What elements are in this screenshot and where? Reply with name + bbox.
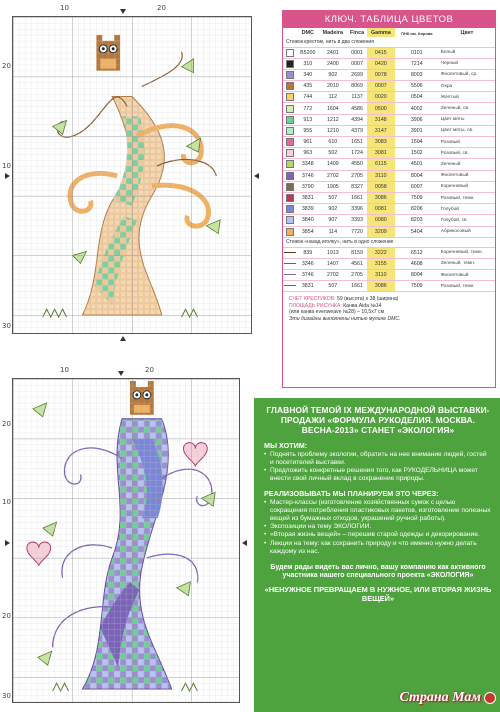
- color-swatch-cell: [283, 137, 297, 148]
- pattern2-top-num: 10: [60, 366, 69, 374]
- gamma-code: 3081: [367, 148, 395, 159]
- finca-code: 2699: [347, 69, 367, 80]
- color-swatch-cell: [283, 81, 297, 92]
- plans-heading: РЕАЛИЗОВЫВАТЬ МЫ ПЛАНИРУЕМ ЭТО ЧЕРЕЗ:: [264, 489, 439, 499]
- gamma-code: 6115: [367, 159, 395, 170]
- plans-item: • Мастер-классы (изготовление хозяйственных сумок с целью сокращения потребления пластиковых пакетов, изготовление полезных вещей из бумажных отходов, украшений ручной работы).: [264, 499, 492, 523]
- gamma-code: 3110: [367, 270, 395, 281]
- color-name: Черный: [439, 58, 495, 69]
- madeira-code: 112: [319, 92, 348, 103]
- color-swatch-icon: [286, 216, 294, 224]
- color-name: Цвет мяты, св.: [439, 125, 495, 136]
- color-name: Абрикосовый: [439, 226, 495, 237]
- color-swatch-cell: [283, 125, 297, 136]
- gamma-code: 0420: [367, 58, 395, 69]
- dmc-code: 310: [297, 58, 319, 69]
- color-name: Фиолетовый, ср.: [439, 69, 495, 80]
- madeira-code: 2010: [319, 81, 348, 92]
- plans-list: [264, 499, 492, 555]
- color-key-row: [283, 47, 495, 58]
- dmc-code: 3840: [297, 215, 319, 226]
- color-name: Зеленый, св.: [439, 103, 495, 114]
- backstitch-row: [283, 258, 495, 269]
- color-swatch-cell: [283, 69, 297, 80]
- gamma-code: 0081: [367, 204, 395, 215]
- backstitch-line-cell: [283, 281, 297, 292]
- gamma-code: 3083: [367, 137, 395, 148]
- pattern1-side-num: 20: [2, 62, 11, 70]
- finca-code: 4394: [347, 114, 367, 125]
- color-key-row: [283, 204, 495, 215]
- pattern2-side-num: 20: [2, 612, 11, 620]
- color-name: Коричневый, темн.: [439, 247, 495, 258]
- color-name: Розовый, темн.: [439, 192, 495, 203]
- madeira-code: 2702: [319, 170, 348, 181]
- pattern2-center-arrow-right: [242, 540, 247, 546]
- pnk-code: 7214: [395, 58, 439, 69]
- color-swatch-icon: [286, 93, 294, 101]
- dmc-code: 3346: [297, 258, 319, 269]
- color-key-row: [283, 148, 495, 159]
- color-key-title: КЛЮЧ. ТАБЛИЦА ЦВЕТОВ: [283, 11, 495, 28]
- dmc-code: 3790: [297, 181, 319, 192]
- color-swatch-cell: [283, 192, 297, 203]
- dmc-code: 955: [297, 125, 319, 136]
- color-swatch-cell: [283, 47, 297, 58]
- pattern1-side-num: 30: [2, 322, 11, 330]
- color-swatch-icon: [286, 138, 294, 146]
- color-name: Голубой: [439, 204, 495, 215]
- dmc-code: 435: [297, 81, 319, 92]
- color-key-row: [283, 215, 495, 226]
- color-name: Зеленый: [439, 159, 495, 170]
- finca-code: 1661: [347, 192, 367, 203]
- backstitch-line-icon: [284, 263, 296, 264]
- color-name: Розовый, темн.: [439, 281, 495, 292]
- finca-code: 4379: [347, 125, 367, 136]
- color-swatch-icon: [286, 194, 294, 202]
- pattern1-top-num: 20: [157, 4, 166, 12]
- pattern2-side-num: 10: [2, 498, 11, 506]
- cross-stitch-pattern-owl-purple: [12, 378, 240, 703]
- dmc-note-line: Эти дизайны выполнены нитью мулине DMC.: [289, 315, 401, 322]
- color-swatch-icon: [286, 172, 294, 180]
- color-swatch-cell: [283, 103, 297, 114]
- exhibition-info-panel: [254, 398, 500, 712]
- plans-item: • «Вторая жизнь вещей» – перешив старой одежды и декорирование.: [264, 531, 492, 539]
- color-key-row: [283, 192, 495, 203]
- finca-code: 8327: [347, 181, 367, 192]
- plans-item: • Лекции на тему: как сохранить природу и что именно нужно делать каждому из нас.: [264, 540, 492, 556]
- gamma-code: 0007: [367, 81, 395, 92]
- color-swatch-cell: [283, 170, 297, 181]
- we-want-list: [264, 451, 492, 483]
- cross-stitch-pattern-owl-brown: [12, 16, 252, 334]
- color-swatch-icon: [286, 183, 294, 191]
- pnk-code: 6007: [395, 181, 439, 192]
- finca-code: 4550: [347, 159, 367, 170]
- closing-invitation: Будем рады видеть вас лично, вашу компанию как активного участника нашего специального проекта «ЭКОЛОГИЯ»: [270, 563, 486, 580]
- finca-code: 1137: [347, 92, 367, 103]
- finca-code: 2705: [347, 170, 367, 181]
- watermark-text: Страна Мам: [399, 690, 481, 705]
- color-swatch-icon: [286, 205, 294, 213]
- pattern-owl-brown-svg: [13, 17, 251, 333]
- pnk-code: 8004: [395, 170, 439, 181]
- pnk-code: 4608: [395, 258, 439, 269]
- madeira-code: 1905: [319, 181, 348, 192]
- madeira-code: 1913: [319, 247, 348, 258]
- color-name: Розовый: [439, 137, 495, 148]
- cross-stitch-section-label: Стежок крестом, нить в два сложения: [283, 37, 495, 47]
- gamma-code: 0078: [367, 69, 395, 80]
- finca-code: 3393: [347, 215, 367, 226]
- color-name: Фиолетовый: [439, 170, 495, 181]
- color-key-row: [283, 226, 495, 237]
- color-key-body: [283, 37, 495, 292]
- color-name: Розовый, св.: [439, 148, 495, 159]
- pattern2-center-arrow-top: [118, 371, 124, 376]
- madeira-code: 902: [319, 204, 348, 215]
- pnk-code: 6512: [395, 247, 439, 258]
- color-key-row: [283, 137, 495, 148]
- color-key-row: [283, 81, 495, 92]
- pnk-code: 7509: [395, 281, 439, 292]
- color-swatch-icon: [286, 228, 294, 236]
- color-name: Цвет мяты: [439, 114, 495, 125]
- finca-code: 8159: [347, 247, 367, 258]
- madeira-code: 1210: [319, 125, 348, 136]
- symbol-column-header: [283, 28, 297, 37]
- color-key-row: [283, 103, 495, 114]
- madeira-code: 907: [319, 215, 348, 226]
- color-swatch-cell: [283, 215, 297, 226]
- pnk-code: 0101: [395, 47, 439, 58]
- pattern2-center-arrow-left: [5, 540, 10, 546]
- gamma-code: 0058: [367, 181, 395, 192]
- gamma-code: 3110: [367, 170, 395, 181]
- color-swatch-icon: [286, 116, 294, 124]
- color-key-row: [283, 92, 495, 103]
- color-key-row: [283, 58, 495, 69]
- madeira-code: 1212: [319, 114, 348, 125]
- stitch-count-label: СЧЕТ КРЕСТИКОВ:: [289, 296, 336, 303]
- gamma-column-header: Gamma: [367, 28, 395, 37]
- dmc-code: 3839: [297, 204, 319, 215]
- color-swatch-cell: [283, 92, 297, 103]
- madeira-code: 114: [319, 226, 348, 237]
- color-name: Фиолетовый: [439, 270, 495, 281]
- color-swatch-cell: [283, 204, 297, 215]
- finca-code: 1651: [347, 137, 367, 148]
- backstitch-row: [283, 247, 495, 258]
- exhibition-headline: ГЛАВНОЙ ТЕМОЙ IX МЕЖДУНАРОДНОЙ ВЫСТАВКИ-ПРОДАЖИ «ФОРМУЛА РУКОДЕЛИЯ. МОСКВА. ВЕСНА-2013» СТАНЕТ «ЭКОЛОГИЯ»: [266, 405, 490, 436]
- backstitch-section-label: Стежок «назад иголку», нить в одно сложение: [283, 237, 495, 247]
- gamma-code: 3147: [367, 125, 395, 136]
- color-key-row: [283, 125, 495, 136]
- finca-code: 0007: [347, 58, 367, 69]
- stitch-count-value: 59 (высота) х 38 (ширина): [336, 296, 399, 303]
- pnk-code: 4501: [395, 159, 439, 170]
- pnk-code: 0504: [395, 92, 439, 103]
- pattern1-side-num: 10: [2, 162, 11, 170]
- pnk-code: 1502: [395, 148, 439, 159]
- madeira-code: 2702: [319, 270, 348, 281]
- pattern1-center-arrow-top: [120, 9, 126, 14]
- finca-code: 1724: [347, 148, 367, 159]
- plans-item: • Экспозиции на тему ЭКОЛОГИИ.: [264, 523, 492, 531]
- we-want-item: • Поднять проблему экологии, обратить на нее внимание людей, гостей и посетителей выставки.: [264, 451, 492, 467]
- pnk-code: 8004: [395, 270, 439, 281]
- pnk-code: 1504: [395, 137, 439, 148]
- finca-code: 0001: [347, 47, 367, 58]
- pnk-column-header: ПНК им. Кирова: [401, 30, 433, 36]
- pnk-code: 5506: [395, 81, 439, 92]
- gamma-code: 3209: [367, 226, 395, 237]
- backstitch-line-cell: [283, 258, 297, 269]
- gamma-code: 3148: [367, 114, 395, 125]
- color-swatch-cell: [283, 58, 297, 69]
- backstitch-line-icon: [284, 252, 296, 253]
- finca-code: 8069: [347, 81, 367, 92]
- backstitch-line-cell: [283, 270, 297, 281]
- madeira-code: 1604: [319, 103, 348, 114]
- color-key-row: [283, 181, 495, 192]
- color-name: Голубой, св.: [439, 215, 495, 226]
- gamma-code: 0080: [367, 215, 395, 226]
- color-swatch-cell: [283, 181, 297, 192]
- pattern1-center-arrow-right: [254, 173, 259, 179]
- color-swatch-cell: [283, 226, 297, 237]
- dmc-code: 3854: [297, 226, 319, 237]
- pnk-code: 8203: [395, 215, 439, 226]
- finca-column-header: Finca: [349, 30, 365, 36]
- color-name: Белый: [439, 47, 495, 58]
- madeira-column-header: Madeira: [322, 30, 344, 36]
- we-want-heading: МЫ ХОТИМ:: [264, 441, 308, 451]
- color-key-row: [283, 114, 495, 125]
- dmc-code: 3746: [297, 170, 319, 181]
- finca-code: 7720: [347, 226, 367, 237]
- color-column-header: Цвет: [460, 30, 474, 36]
- color-key-header-row: [283, 28, 495, 37]
- pnk-code: 5404: [395, 226, 439, 237]
- backstitch-line-icon: [284, 274, 296, 275]
- site-watermark: [399, 690, 496, 706]
- color-swatch-icon: [286, 160, 294, 168]
- madeira-code: 2400: [319, 58, 348, 69]
- color-key-row: [283, 170, 495, 181]
- finca-code: 2705: [347, 270, 367, 281]
- color-swatch-icon: [286, 149, 294, 157]
- color-swatch-icon: [286, 49, 294, 57]
- color-swatch-icon: [286, 105, 294, 113]
- pattern-owl-purple-svg: [13, 379, 239, 702]
- finca-code: 3396: [347, 204, 367, 215]
- color-swatch-icon: [286, 82, 294, 90]
- madeira-code: 507: [319, 281, 348, 292]
- madeira-code: 1409: [319, 159, 348, 170]
- gamma-code: 0500: [367, 103, 395, 114]
- backstitch-line-icon: [284, 285, 296, 286]
- gamma-code: 3155: [367, 258, 395, 269]
- dmc-code: 3831: [297, 281, 319, 292]
- color-swatch-cell: [283, 114, 297, 125]
- dmc-code: 839: [297, 247, 319, 258]
- gamma-code: 3222: [367, 247, 395, 258]
- color-key-table: [283, 28, 495, 292]
- color-name: Охра: [439, 81, 495, 92]
- we-want-item: • Предложить конкретные решения того, как РУКОДЕЛЬНИЦА может внести свой личный вклад в сохранение природы.: [264, 467, 492, 483]
- madeira-code: 610: [319, 137, 348, 148]
- pnk-code: 4002: [395, 103, 439, 114]
- dmc-code: 913: [297, 114, 319, 125]
- spider-logo-icon: [484, 692, 496, 704]
- dmc-column-header: DMC: [301, 30, 314, 36]
- color-swatch-icon: [286, 60, 294, 68]
- canvas-alt-line: (или канва evenweave №28) – 10,5х7 см: [289, 309, 385, 316]
- color-swatch-cell: [283, 148, 297, 159]
- dmc-code: 340: [297, 69, 319, 80]
- design-area-label: ПЛОЩАДЬ РИСУНКА:: [289, 302, 342, 309]
- pnk-code: 3906: [395, 114, 439, 125]
- pnk-code: 8206: [395, 204, 439, 215]
- color-name: Зеленый, темн.: [439, 258, 495, 269]
- color-key-panel: [282, 10, 496, 388]
- dmc-code: 3831: [297, 192, 319, 203]
- color-name: Желтый: [439, 92, 495, 103]
- pnk-code: 3901: [395, 125, 439, 136]
- pnk-code: 8003: [395, 69, 439, 80]
- pattern1-center-arrow-left: [5, 173, 10, 179]
- color-swatch-cell: [283, 159, 297, 170]
- finca-code: 1661: [347, 281, 367, 292]
- pnk-code: 7509: [395, 192, 439, 203]
- gamma-code: 3086: [367, 281, 395, 292]
- color-swatch-icon: [286, 71, 294, 79]
- color-swatch-icon: [286, 127, 294, 135]
- madeira-code: 902: [319, 69, 348, 80]
- pattern1-top-num: 10: [60, 4, 69, 12]
- dmc-code: 3746: [297, 270, 319, 281]
- gamma-code: 3086: [367, 192, 395, 203]
- madeira-code: 1407: [319, 258, 348, 269]
- dmc-code: B5200: [297, 47, 319, 58]
- madeira-code: 2401: [319, 47, 348, 58]
- backstitch-row: [283, 281, 495, 292]
- key-notes: [283, 292, 495, 321]
- pattern2-top-num: 20: [145, 366, 154, 374]
- dmc-code: 3348: [297, 159, 319, 170]
- backstitch-section-row: [283, 237, 495, 247]
- color-key-row: [283, 69, 495, 80]
- pattern2-side-num: 20: [2, 420, 11, 428]
- madeira-code: 507: [319, 192, 348, 203]
- dmc-code: 744: [297, 92, 319, 103]
- dmc-code: 772: [297, 103, 319, 114]
- color-key-row: [283, 159, 495, 170]
- finca-code: 4561: [347, 258, 367, 269]
- project-motto: «НЕНУЖНОЕ ПРЕВРАЩАЕМ В НУЖНОЕ, ИЛИ ВТОРАЯ ЖИЗНЬ ВЕЩЕЙ»: [264, 585, 492, 603]
- gamma-code: 0415: [367, 47, 395, 58]
- gamma-code: 0020: [367, 92, 395, 103]
- backstitch-line-cell: [283, 247, 297, 258]
- madeira-code: 502: [319, 148, 348, 159]
- design-area-value: Канва Aida №14: [343, 302, 382, 309]
- finca-code: 4586: [347, 103, 367, 114]
- color-name: Коричневый: [439, 181, 495, 192]
- pattern1-center-arrow-bottom: [120, 336, 126, 341]
- dmc-code: 961: [297, 137, 319, 148]
- dmc-code: 963: [297, 148, 319, 159]
- backstitch-row: [283, 270, 495, 281]
- cross-stitch-section-row: [283, 37, 495, 47]
- pattern2-side-num: 30: [2, 692, 11, 700]
